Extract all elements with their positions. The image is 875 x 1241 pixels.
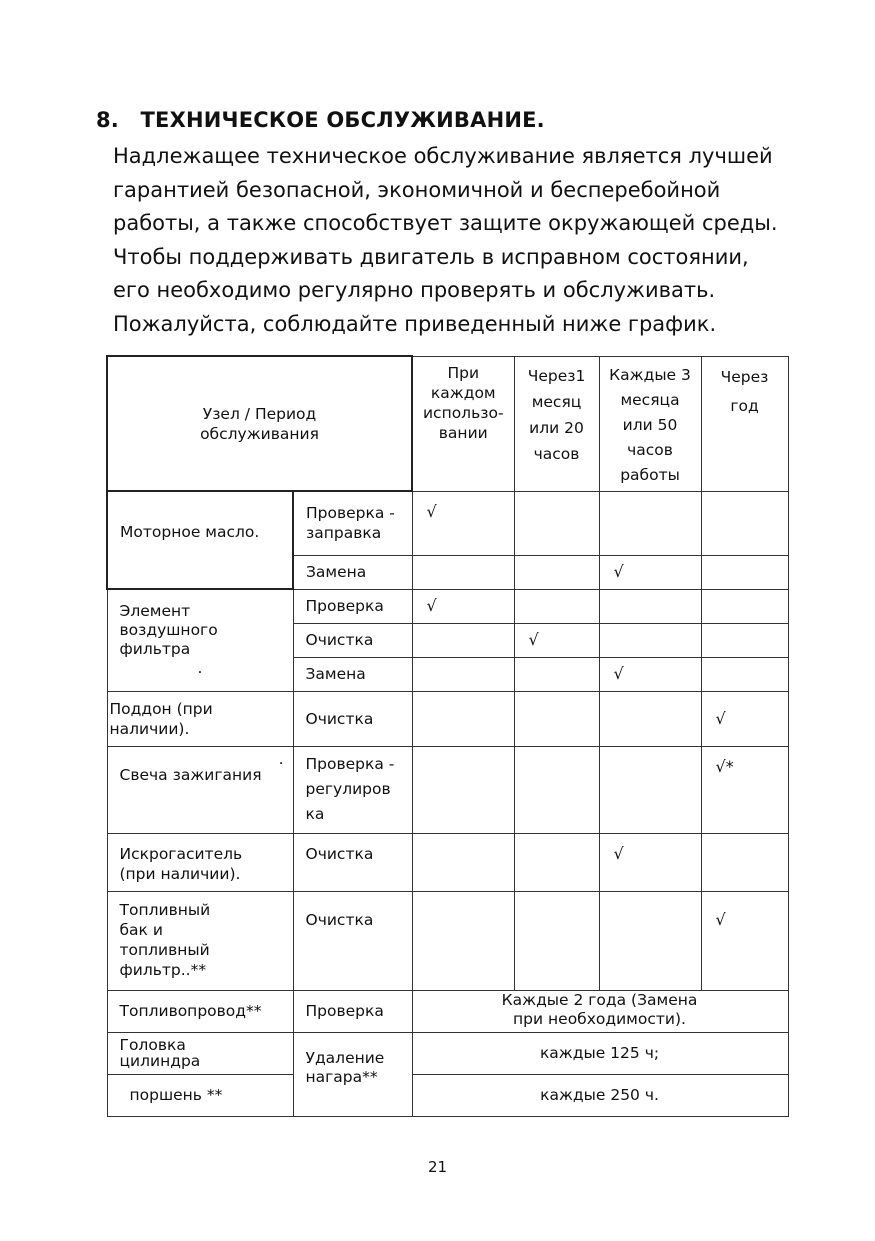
row-name-text: Топливный: [119, 900, 211, 919]
row-name-text: бак и: [119, 920, 163, 939]
header-text: часов: [627, 440, 673, 459]
intro-line: его необходимо регулярно проверять и обслуживать.: [113, 278, 716, 302]
empty-cell: [514, 833, 599, 891]
fuel-line-period: [412, 990, 788, 1032]
header-text: При: [447, 363, 480, 382]
header-text: Каждые 3: [609, 365, 691, 384]
check-mark: √: [412, 491, 514, 555]
row-name-fuel-tank: [107, 891, 293, 990]
empty-cell: [701, 657, 788, 691]
empty-cell: [514, 657, 599, 691]
header-text: год: [730, 396, 759, 415]
period-text: Каждые 2 года (Замена: [501, 990, 698, 1009]
header-text: каждом: [430, 383, 496, 402]
stray-dot: .: [197, 659, 203, 678]
piston-period: каждые 250 ч.: [412, 1074, 788, 1116]
empty-cell: [599, 746, 701, 833]
operation-cell: [293, 491, 412, 555]
empty-cell: [412, 657, 514, 691]
operation-text: регулиров: [305, 780, 391, 798]
cylinder-head-period: каждые 125 ч;: [412, 1032, 788, 1074]
row-name-text: Искрогаситель: [119, 844, 243, 863]
table-row: [107, 491, 788, 555]
header-row: [107, 356, 788, 491]
row-name-text: топливный: [119, 940, 210, 959]
intro-line: Пожалуйста, соблюдайте приведенный ниже график.: [113, 311, 717, 336]
maintenance-schedule-table: [106, 355, 789, 1117]
header-text: работы: [620, 465, 680, 484]
header-text: обслуживания: [200, 424, 319, 443]
table-row: [107, 990, 788, 1032]
empty-cell: [412, 691, 514, 746]
page-number: 21: [427, 1158, 448, 1176]
row-name-text: наличии).: [109, 719, 190, 738]
operation-text: Проверка: [293, 589, 412, 623]
header-text: Через1: [527, 366, 586, 385]
header-text: Узел / Период: [202, 404, 317, 423]
operation-cell: [293, 1032, 412, 1116]
table-row: [107, 589, 788, 623]
row-name-text: цилиндра: [119, 1051, 201, 1070]
table-row: [107, 691, 788, 746]
intro-line: гарантией безопасной, экономичной и бесперебойной: [113, 177, 721, 202]
header-node-period: [107, 356, 412, 491]
row-name-text: фильтра: [119, 640, 191, 659]
check-mark: √: [514, 623, 599, 657]
check-mark: √*: [701, 746, 788, 833]
header-text: часов: [533, 444, 580, 463]
operation-text: Удаление: [305, 1048, 385, 1067]
empty-cell: [514, 691, 599, 746]
empty-cell: [412, 833, 514, 891]
intro-line: Чтобы поддерживать двигатель в исправном состоянии,: [113, 244, 749, 269]
row-name-cylinder-head: [107, 1032, 293, 1074]
row-name-air-filter: [107, 589, 293, 691]
empty-cell: [701, 623, 788, 657]
header-text: или 20: [529, 418, 584, 437]
row-name-spark-plug: [107, 746, 293, 833]
section-heading: [96, 108, 545, 132]
operation-text: ка: [305, 805, 325, 823]
table-row: [107, 1074, 788, 1116]
operation-text: Очистка: [293, 891, 412, 990]
header-year: [701, 356, 788, 491]
row-name-text: Головка: [119, 1035, 186, 1054]
header-text: Через: [720, 367, 769, 386]
header-text: использо-: [422, 403, 504, 422]
empty-cell: [412, 555, 514, 589]
operation-text: заправка: [306, 524, 382, 543]
empty-cell: [514, 746, 599, 833]
row-name-text: Элемент: [119, 602, 191, 621]
row-name-text: Поддон (при: [109, 699, 213, 718]
check-mark: √: [599, 555, 701, 589]
empty-cell: [599, 623, 701, 657]
empty-cell: [599, 589, 701, 623]
section-title: ТЕХНИЧЕСКОЕ ОБСЛУЖИВАНИЕ.: [140, 108, 545, 132]
table-row: [107, 746, 788, 833]
empty-cell: [514, 491, 599, 555]
header-text: месяца: [620, 390, 680, 409]
empty-cell: [514, 891, 599, 990]
row-name-piston: поршень **: [107, 1074, 293, 1116]
check-mark: √: [599, 657, 701, 691]
empty-cell: [514, 555, 599, 589]
operation-text: Замена: [293, 657, 412, 691]
empty-cell: [701, 589, 788, 623]
operation-text: нагара**: [305, 1067, 378, 1086]
intro-line: Надлежащее техническое обслуживание является лучшей: [113, 144, 773, 168]
row-name-text: Свеча зажигания: [119, 765, 262, 784]
row-name-fuel-line: Топливопровод**: [107, 990, 293, 1032]
header-text: месяц: [531, 392, 582, 411]
operation-text: Очистка: [293, 623, 412, 657]
period-text: при необходимости).: [513, 1009, 686, 1028]
empty-cell: [599, 891, 701, 990]
operation-text: Очистка: [293, 691, 412, 746]
operation-text: Проверка: [293, 990, 412, 1032]
empty-cell: [514, 589, 599, 623]
empty-cell: [412, 623, 514, 657]
empty-cell: [412, 891, 514, 990]
header-3-months: [599, 356, 701, 491]
row-name-text: фильтр..**: [119, 960, 207, 979]
stray-dot: .: [278, 749, 284, 768]
header-text: вании: [438, 423, 488, 442]
table-row: [107, 833, 788, 891]
empty-cell: [701, 555, 788, 589]
empty-cell: [701, 833, 788, 891]
operation-text: Очистка: [293, 833, 412, 891]
check-mark: √: [599, 833, 701, 891]
empty-cell: [599, 491, 701, 555]
operation-text: Проверка -: [306, 504, 395, 523]
empty-cell: [599, 691, 701, 746]
intro-line: работы, а также способствует защите окружающей среды.: [113, 211, 778, 235]
section-number: 8.: [96, 108, 119, 132]
empty-cell: [412, 746, 514, 833]
check-mark: √: [701, 691, 788, 746]
check-mark: √: [412, 589, 514, 623]
row-name-text: воздушного: [119, 621, 218, 640]
table-row: [107, 1032, 788, 1074]
check-mark: √: [701, 891, 788, 990]
header-each-use: [412, 356, 514, 491]
empty-cell: [701, 491, 788, 555]
row-name-text: (при наличии).: [119, 864, 241, 883]
table-row: [107, 891, 788, 990]
operation-text: Проверка -: [305, 755, 395, 773]
operation-text: Замена: [293, 555, 412, 589]
row-name-spark-arrester: [107, 833, 293, 891]
header-text: или 50: [622, 415, 678, 434]
row-name-sump: [107, 691, 293, 746]
operation-cell: [293, 746, 412, 833]
header-1-month: [514, 356, 599, 491]
intro-paragraph: [113, 140, 833, 341]
row-name-oil: Моторное масло.: [107, 491, 293, 589]
